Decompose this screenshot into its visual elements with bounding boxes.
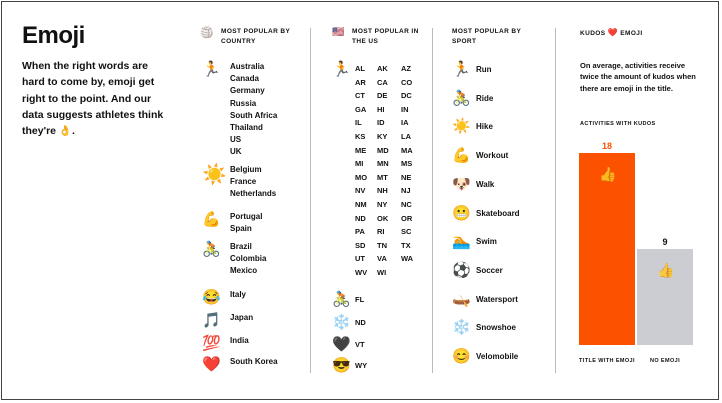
us-state: CT (355, 91, 365, 101)
country-label: Australia (230, 62, 265, 71)
us-state: OK (377, 213, 389, 223)
us-state: SC (401, 227, 412, 237)
us-state: PA (355, 227, 365, 237)
sport-label: Soccer (476, 265, 503, 275)
us-state: SD (355, 240, 366, 250)
country-group-emoji: ❤️ (202, 356, 221, 373)
us-state: AK (377, 64, 388, 73)
us-state: IL (355, 118, 362, 128)
us-state: MI (355, 159, 364, 169)
us-other-emoji: 🚴 (332, 291, 351, 308)
country-header: MOST POPULAR BY COUNTRY (221, 28, 291, 46)
country-label: UK (230, 147, 242, 157)
us-state: OR (401, 213, 413, 223)
sport-label: Workout (476, 151, 509, 161)
us-state: AL (355, 64, 365, 73)
us-other-state: FL (355, 295, 365, 304)
sport-emoji: ☀️ (452, 118, 471, 136)
us-state: CA (377, 77, 388, 87)
sport-label: Hike (476, 122, 493, 132)
us-state: MN (377, 159, 389, 169)
us-state: NY (377, 200, 388, 209)
us-state: HI (377, 104, 385, 114)
sport-label: Watersport (476, 294, 518, 304)
country-group-emoji: 💪 (202, 211, 221, 228)
intro-text: When the right words are hard to come by, emoji get right to the point. And our data suggests athletes think they're 👌. (22, 60, 164, 138)
divider-3 (555, 28, 556, 373)
country-label: Russia (230, 98, 257, 108)
us-state: NJ (401, 186, 411, 196)
sport-emoji: 🐶 (452, 175, 471, 193)
us-state: IN (401, 104, 409, 114)
us-state: IA (401, 118, 409, 128)
bar-category-label: TITLE WITH EMOJI (579, 358, 635, 364)
us-state: ND (355, 213, 366, 223)
country-label: Belgium (230, 165, 262, 174)
us-state: NH (377, 186, 388, 196)
thumbs-up-icon: 👍 (599, 166, 617, 182)
us-other-emoji: 😎 (332, 357, 351, 374)
us-state: AR (355, 77, 366, 87)
us-state: TN (377, 240, 387, 250)
chart-subtitle: ACTIVITIES WITH KUDOS (580, 121, 656, 127)
bar-category-label: NO EMOJI (649, 358, 681, 364)
country-label: Thailand (230, 123, 263, 132)
us-other-state: VT (355, 340, 365, 349)
bar-value-label: 9 (662, 237, 668, 247)
us-state: MO (355, 172, 368, 182)
thumbs-up-icon: 👍 (657, 262, 675, 278)
us-state: ME (355, 145, 367, 155)
country-label: India (230, 336, 249, 345)
country-label: US (230, 135, 242, 145)
us-flag-icon: 🇺🇸 (332, 27, 345, 38)
country-label: Mexico (230, 266, 258, 276)
country-group-emoji: ☀️ (202, 164, 227, 186)
kudos-header-right: EMOJI (620, 30, 643, 37)
us-state: WV (355, 268, 368, 277)
sport-label: Skateboard (476, 208, 520, 218)
country-group-emoji: 🚴 (202, 241, 221, 258)
us-state: KS (355, 132, 366, 141)
us-state: DC (401, 91, 412, 101)
sport-emoji: ⚽ (452, 261, 471, 279)
country-label: Canada (230, 74, 259, 84)
us-state: MD (377, 145, 389, 155)
us-other-emoji: 🖤 (332, 336, 351, 353)
country-label: Portugal (230, 212, 263, 221)
sport-label: Snowshoe (476, 323, 517, 333)
country-label: Netherlands (230, 189, 277, 199)
us-other-emoji: ❄️ (332, 314, 351, 331)
sport-emoji: 🏊 (452, 233, 471, 251)
heart-icon: ❤️ (607, 28, 619, 37)
sport-label: Walk (476, 179, 495, 189)
us-state: NC (401, 200, 412, 209)
sport-emoji: 😬 (452, 204, 471, 222)
us-state: MS (401, 159, 413, 169)
country-label: Germany (230, 86, 265, 96)
us-state: NV (355, 186, 366, 196)
us-state: UT (355, 254, 365, 264)
country-group-emoji: 🏃 (202, 61, 221, 78)
us-state: WA (401, 254, 414, 264)
runner-icon: 🏃 (332, 61, 351, 78)
sport-emoji: 💪 (452, 147, 471, 165)
us-state: VA (377, 254, 387, 264)
us-state: RI (377, 227, 385, 237)
sport-emoji: ❄️ (452, 319, 471, 337)
us-state: NM (355, 200, 367, 209)
divider-2 (432, 28, 433, 373)
sport-emoji: 🛶 (452, 290, 471, 308)
country-label: South Korea (230, 357, 278, 366)
kudos-header (580, 27, 690, 40)
divider-1 (310, 28, 311, 373)
country-group-emoji: 😂 (202, 289, 221, 306)
sport-header: MOST POPULAR BY SPORT (452, 28, 522, 46)
us-state: WI (377, 268, 387, 277)
us-state: LA (401, 132, 411, 141)
us-state: AZ (401, 64, 411, 73)
us-state: MT (377, 172, 388, 182)
country-group-emoji: 🎵 (202, 312, 221, 329)
country-label: South Africa (230, 110, 278, 120)
sport-emoji: 😊 (452, 348, 471, 365)
us-other-state: ND (355, 318, 366, 327)
volleyball-icon: 🏐 (200, 27, 214, 39)
country-group-emoji: 💯 (202, 335, 221, 352)
us-other-state: WY (355, 361, 368, 370)
us-state: MA (401, 145, 413, 155)
kudos-header-left: KUDOS (580, 30, 606, 37)
country-label: Brazil (230, 242, 252, 251)
country-label: France (230, 177, 257, 187)
us-state: NE (401, 172, 412, 182)
us-state: KY (377, 132, 388, 141)
country-label: Japan (230, 313, 254, 322)
sport-label: Run (476, 65, 492, 74)
country-label: Italy (230, 290, 247, 299)
sport-label: Ride (476, 93, 494, 103)
us-state: DE (377, 91, 388, 101)
sport-label: Swim (476, 237, 497, 247)
us-state: CO (401, 77, 413, 87)
sport-label: Velomobile (476, 352, 519, 361)
sport-emoji: 🚴 (452, 89, 471, 107)
us-state: GA (355, 104, 367, 114)
us-state: ID (377, 118, 385, 128)
bar-value-label: 18 (601, 141, 612, 151)
country-label: Colombia (230, 254, 267, 264)
page-title: Emoji (22, 22, 85, 49)
kudos-note: On average, activities receive twice the amount of kudos when there are emoji in the title. (580, 61, 696, 93)
us-header: MOST POPULAR IN THE US (352, 28, 419, 46)
sport-emoji: 🏃 (452, 61, 471, 78)
country-label: Spain (230, 224, 252, 234)
us-state: TX (401, 240, 411, 250)
